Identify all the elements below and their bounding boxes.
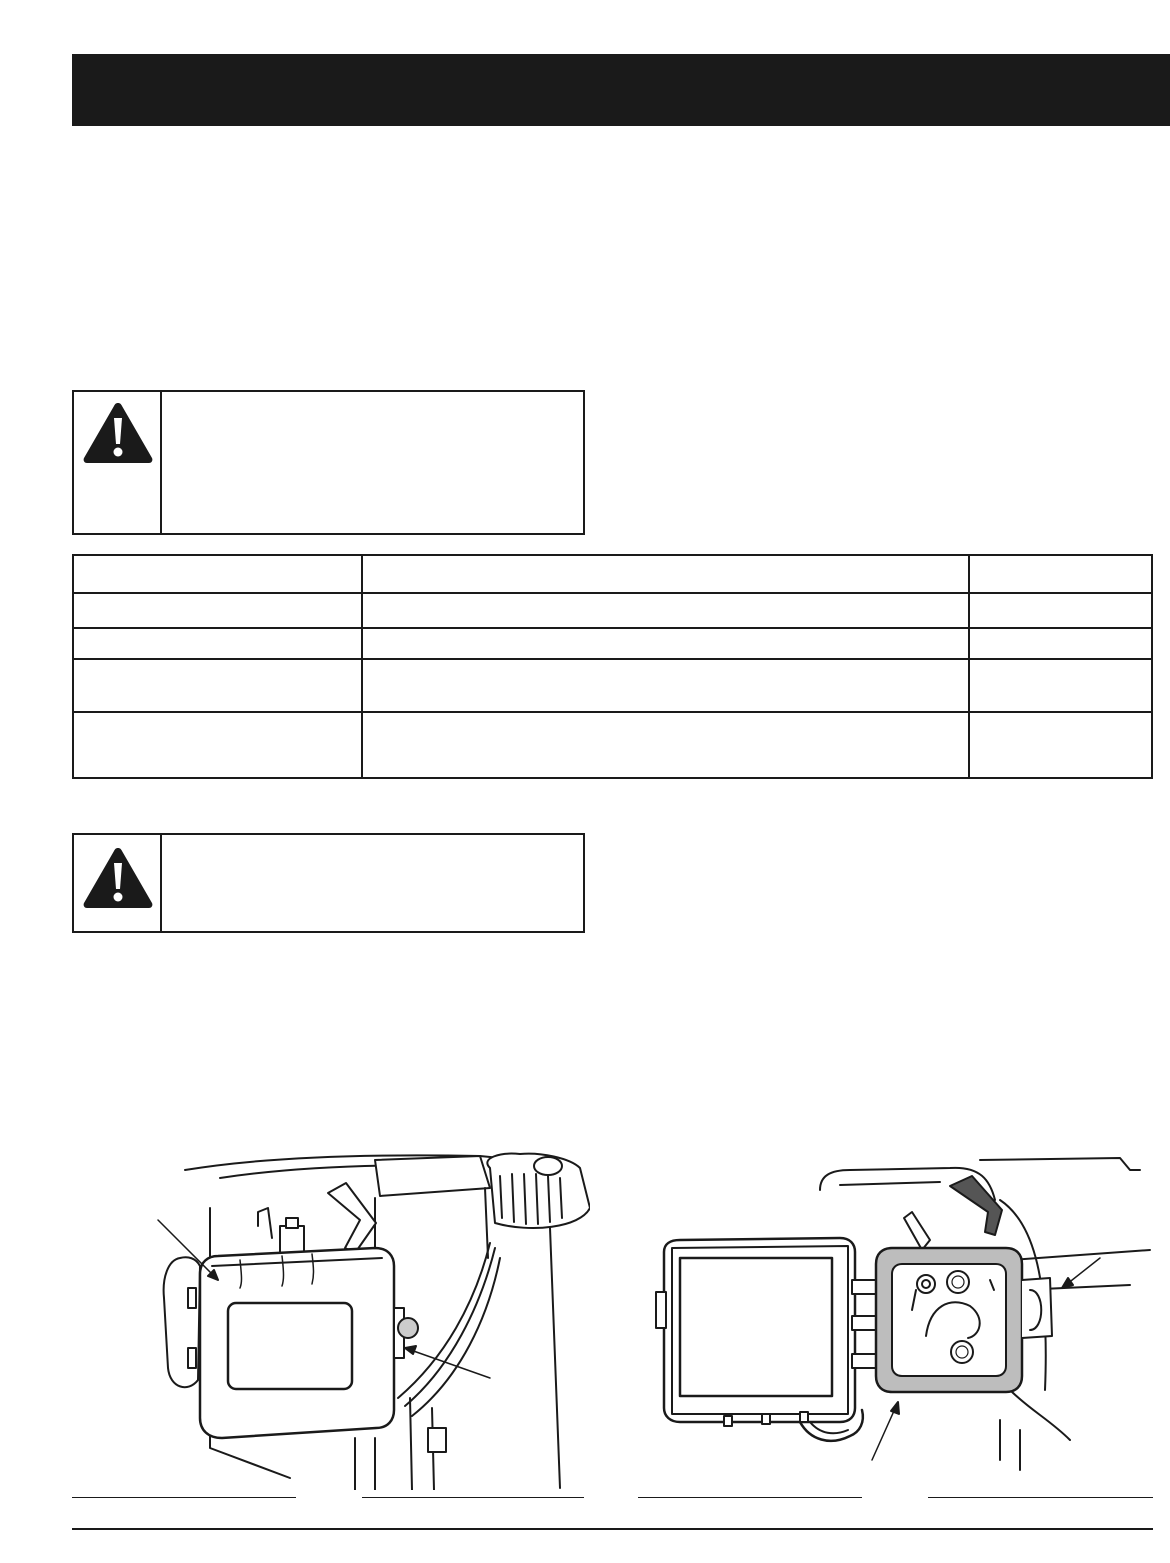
figure-caption-rule	[72, 1497, 296, 1498]
table-cell	[362, 712, 969, 778]
table-header-row	[73, 555, 1152, 593]
table-cell	[73, 628, 362, 659]
table-cell	[73, 712, 362, 778]
figure-caption-rule	[362, 1497, 584, 1498]
table-cell	[969, 628, 1152, 659]
table-cell	[362, 659, 969, 712]
table-row	[73, 659, 1152, 712]
air-filter-open-illustration	[650, 1140, 1160, 1490]
table-cell	[73, 659, 362, 712]
table-cell	[969, 555, 1152, 593]
table-cell	[969, 659, 1152, 712]
table-row	[73, 712, 1152, 778]
footer-rule	[72, 1528, 1153, 1530]
warning-triangle-icon	[81, 845, 155, 911]
air-filter-cover-illustration	[150, 1148, 590, 1490]
warning-box-2	[72, 833, 585, 933]
section-header-bar	[72, 54, 1170, 126]
table-cell	[362, 593, 969, 628]
table-cell	[73, 593, 362, 628]
table-cell	[969, 593, 1152, 628]
table-row	[73, 628, 1152, 659]
table-cell	[362, 555, 969, 593]
figure-caption-rule	[928, 1497, 1153, 1498]
table-cell	[969, 712, 1152, 778]
table-row	[73, 593, 1152, 628]
maintenance-schedule-table	[72, 554, 1153, 779]
figure-caption-rule	[638, 1497, 862, 1498]
warning-triangle-icon	[81, 400, 155, 466]
warning-box-1	[72, 390, 585, 535]
warning-icon-cell	[74, 392, 162, 533]
warning-icon-cell	[74, 835, 162, 931]
table-cell	[73, 555, 362, 593]
table-cell	[362, 628, 969, 659]
